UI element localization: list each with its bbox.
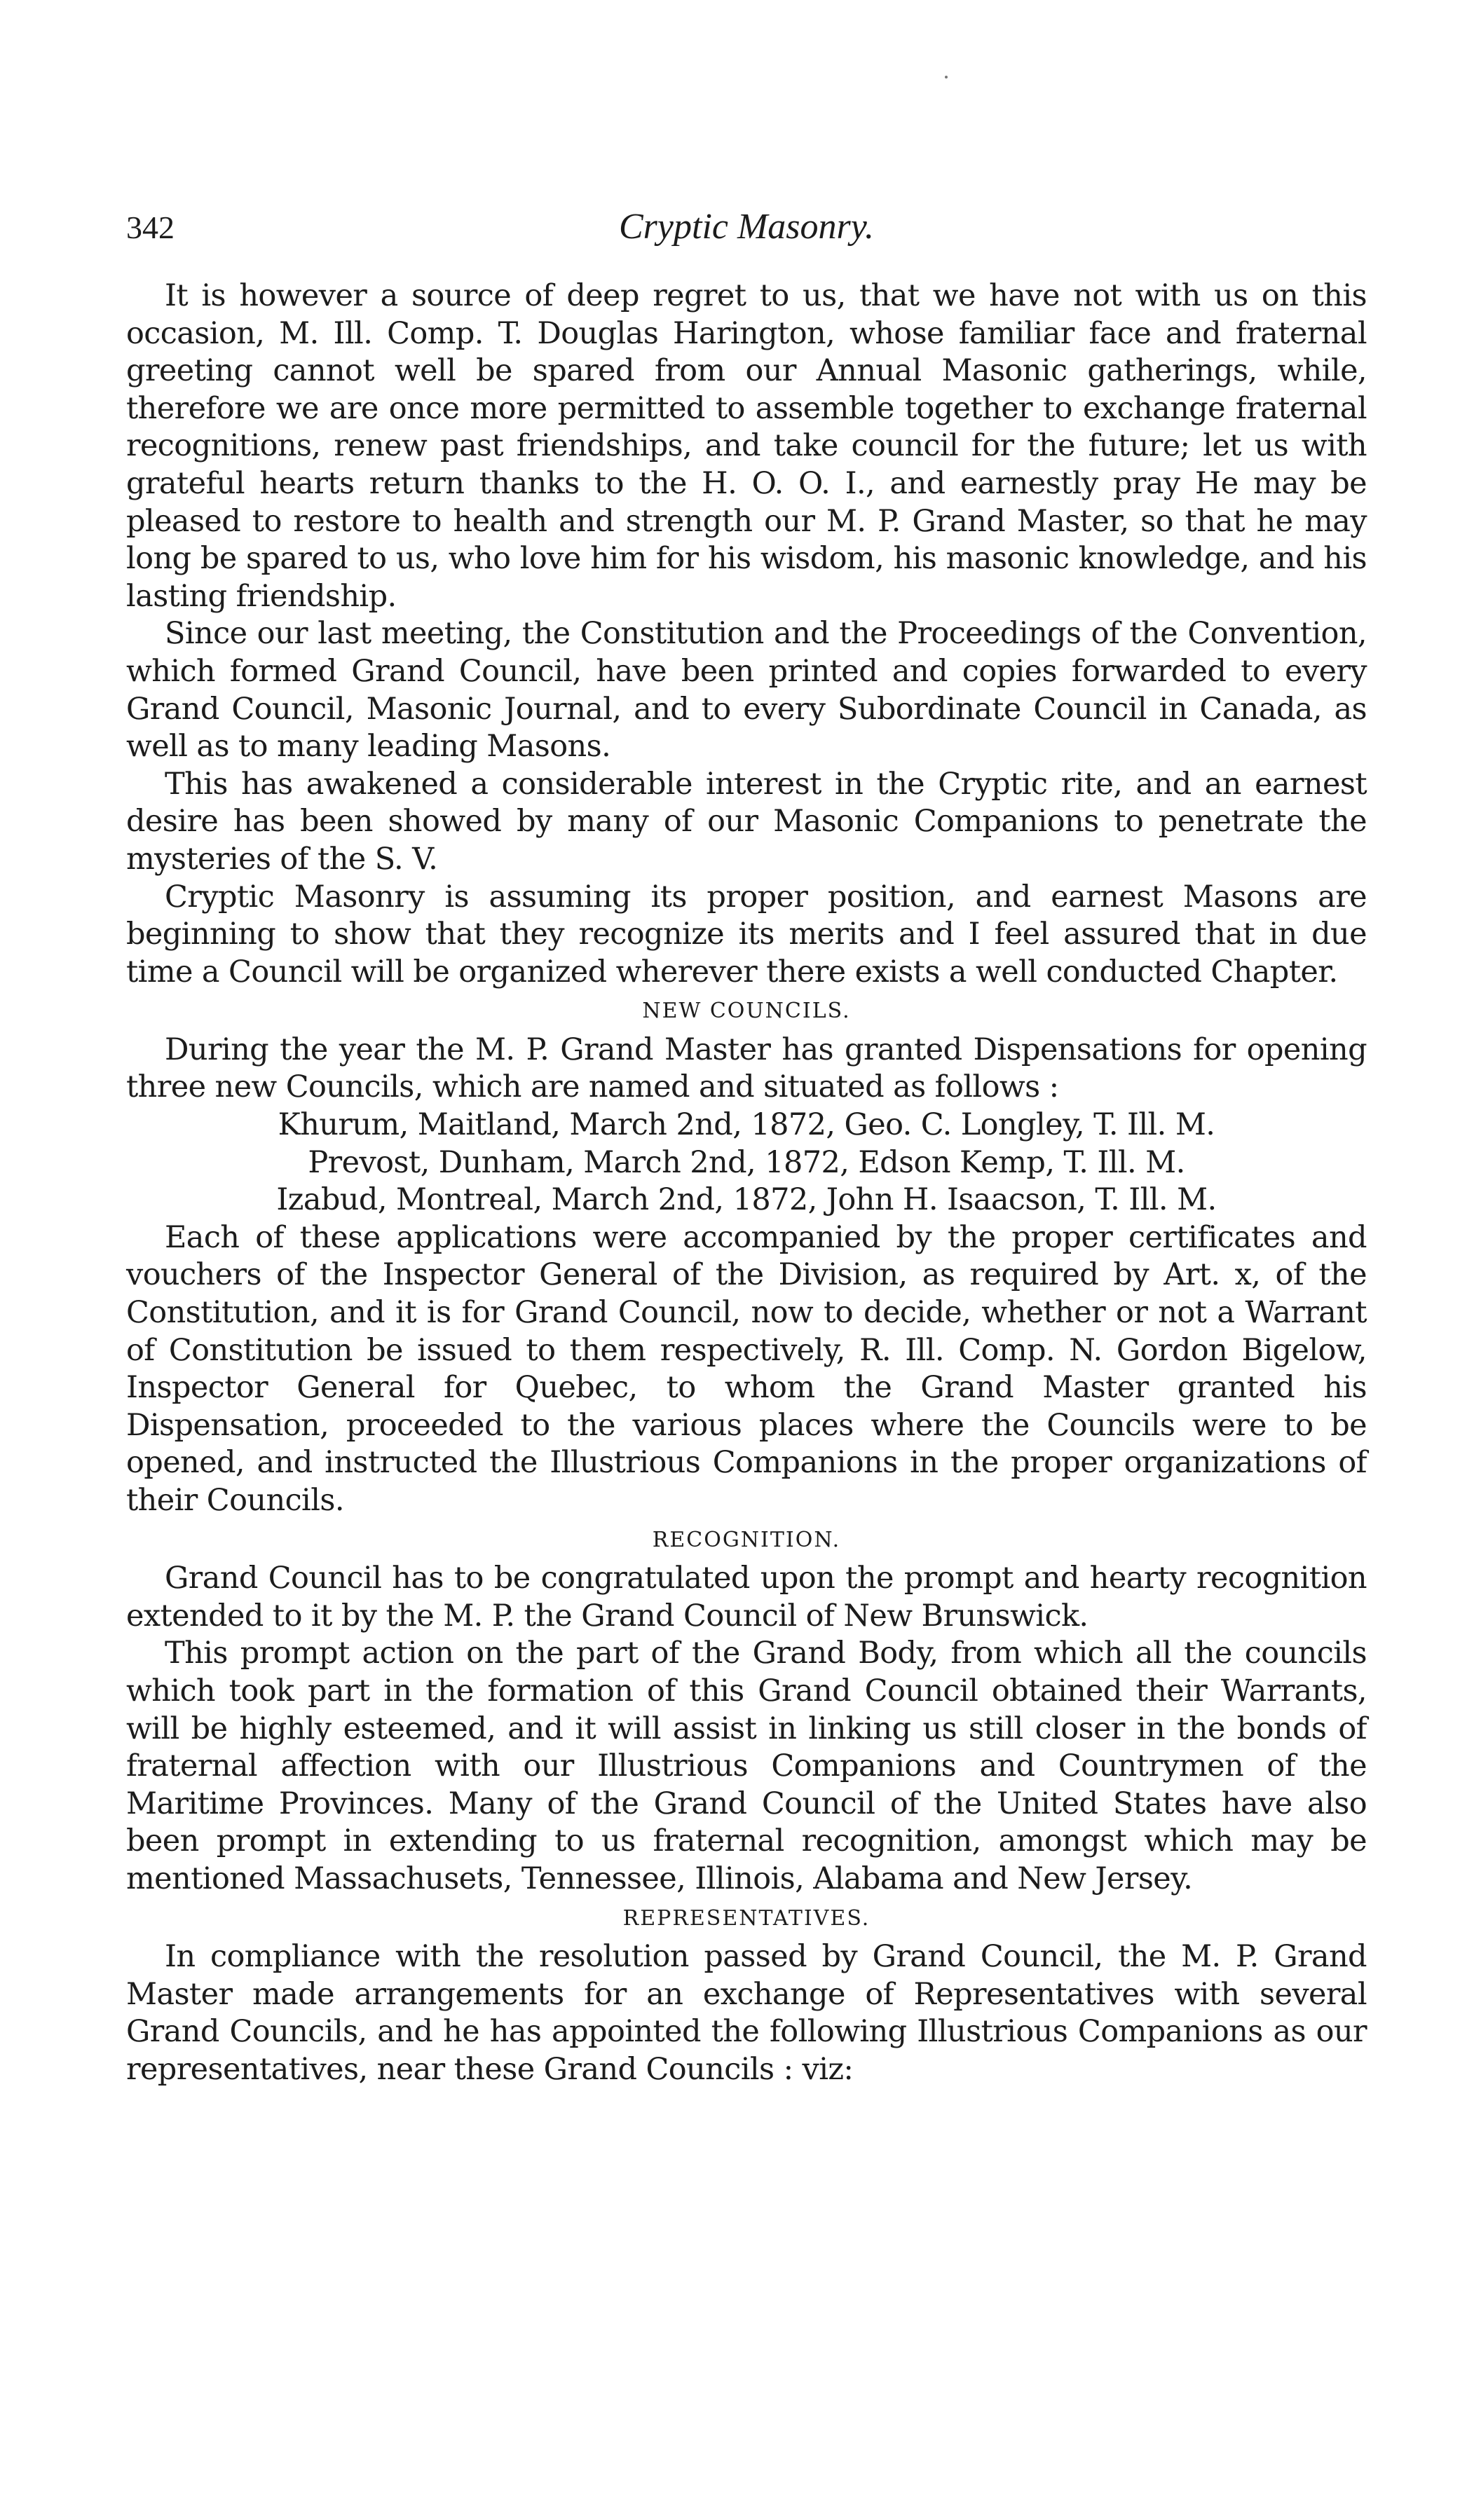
- stray-mark: [945, 76, 948, 78]
- paragraph-congratulated: Grand Council has to be congratulated upon the prompt and hearty recognition extended to it by the M. P. the Grand Council of New Brunswick.: [126, 1561, 1367, 1634]
- running-title: Cryptic Masonry.: [619, 207, 874, 247]
- heading-representatives: REPRESENTATIVES.: [622, 1905, 871, 1931]
- council-item: Izabud, Montreal, March 2nd, 1872, John H. Isaacson, T. Ill. M.: [276, 1182, 1217, 1218]
- heading-recognition: RECOGNITION.: [652, 1527, 841, 1552]
- heading-new-councils: NEW COUNCILS.: [642, 999, 851, 1024]
- paragraph-cryptic-masonry: Cryptic Masonry is assuming its proper position, and earnest Masons are beginning to show that they recognize its merits and I feel assured that in due time a Council will be organized wherever there exists a well conducted Chapter.: [126, 879, 1367, 989]
- paragraph-regret: It is however a source of deep regret to us, that we have not with us on this occasion, M. Ill. Comp. T. Douglas Harington, whose familiar face and fraternal greeting cannot well be spared from our Annual Masonic gatherings, while, therefore we are once more permitted to assemble together to exchange fraternal recognitions, renew past friendships, and take council for the future; let us with grateful hearts return thanks to the H. O. O. I., and earnestly pray He may be pleased to restore to health and strength our M. P. Grand Master, so that he may long be spared to us, who love him for his wisdom, his masonic knowledge, and his lasting friendship.: [126, 278, 1367, 614]
- page-number: 342: [126, 210, 175, 245]
- paragraph-applications: Each of these applications were accompanied by the proper certificates and vouchers of the Inspector General of the Division, as required by Art. x, of the Constitution, and it is for Grand Council, now to decide, whether or not a Warrant of Constitution be issued to them respectively, R. Ill. Comp. N. Gordon Bigelow, Inspector General for Quebec, to whom the Grand Master granted his Dispensation, proceeded to the various places where the Councils were to be opened, and instructed the Illustrious Companions in the proper organizations of their Councils.: [126, 1219, 1367, 1518]
- council-item: Prevost, Dunham, March 2nd, 1872, Edson Kemp, T. Ill. M.: [308, 1144, 1185, 1180]
- page-header: [126, 203, 1367, 259]
- council-list: [126, 1107, 1367, 1219]
- paragraph-interest: This has awakened a considerable interest in the Cryptic rite, and an earnest desire has been showed by many of our Masonic Companions to penetrate the mysteries of the S. V.: [126, 766, 1367, 877]
- page: [126, 203, 1367, 2089]
- body-text: [126, 278, 1367, 2089]
- paragraph-constitution: Since our last meeting, the Constitution and the Proceedings of the Convention, which formed Grand Council, have been printed and copies forwarded to every Grand Council, Masonic Journal, and to every Subordinate Council in Canada, as well as to many leading Masons.: [126, 616, 1367, 765]
- paragraph-prompt-action: This prompt action on the part of the Grand Body, from which all the councils which took part in the formation of this Grand Council obtained their Warrants, will be highly esteemed, and it will assist in linking us still closer in the bonds of fraternal affection with our Illustrious Companions and Countrymen of the Maritime Provinces. Many of the Grand Council of the United States have also been prompt in extending to us fraternal recognition, amongst which may be mentioned Massachusets, Tennessee, Illinois, Alabama and New Jersey.: [126, 1636, 1367, 1896]
- council-item: Khurum, Maitland, March 2nd, 1872, Geo. C. Longley, T. Ill. M.: [278, 1107, 1215, 1143]
- paragraph-compliance: In compliance with the resolution passed by Grand Council, the M. P. Grand Master made arrangements for an exchange of Representatives with several Grand Councils, and he has appointed the following Illustrious Companions as our representatives, near these Grand Councils : viz:: [126, 1939, 1367, 2087]
- paragraph-dispensations: During the year the M. P. Grand Master has granted Dispensations for opening three new Councils, which are named and situated as follows :: [126, 1032, 1367, 1105]
